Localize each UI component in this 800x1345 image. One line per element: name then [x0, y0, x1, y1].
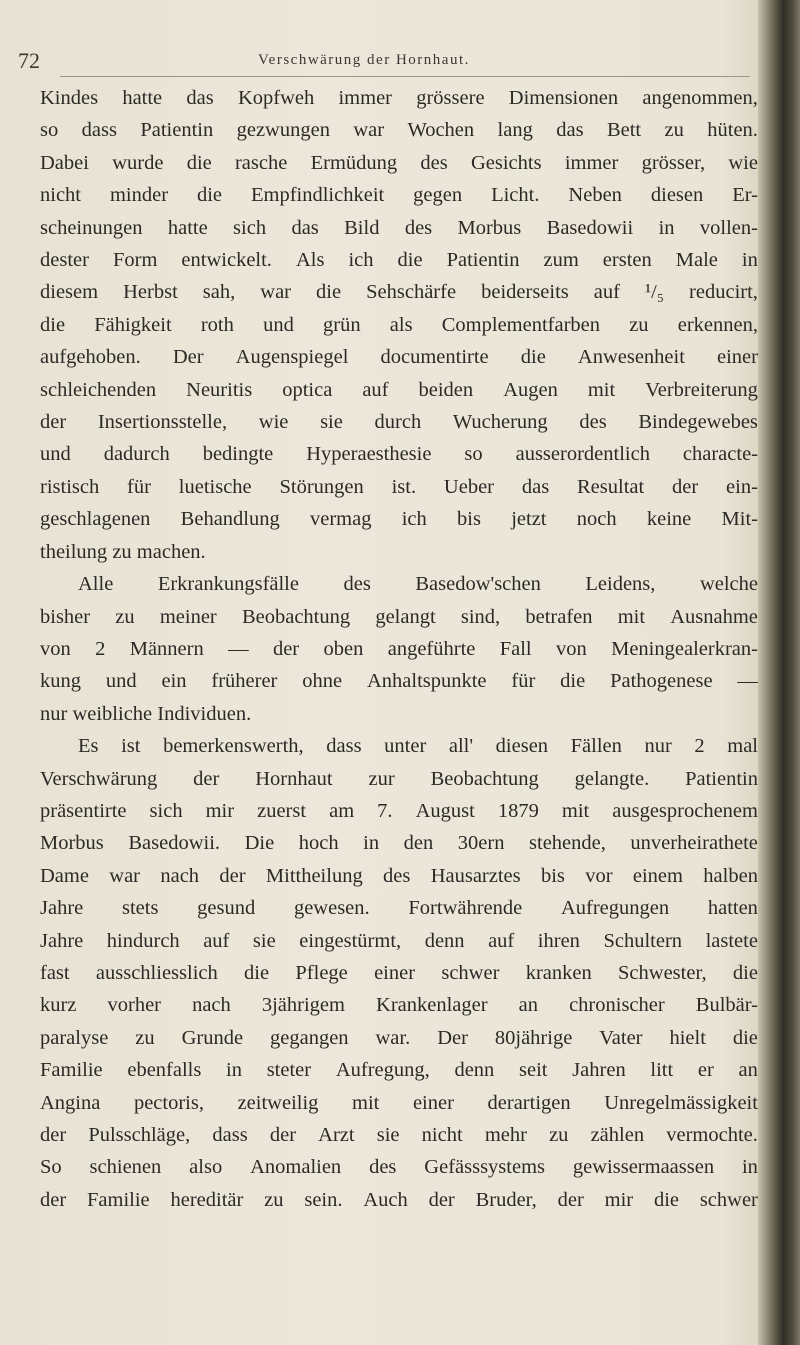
text-line: scheinungen hatte sich das Bild des Morbus Basedowii in vollen- [40, 216, 758, 239]
text-line: Angina pectoris, zeitweilig mit einer derartigen Unregelmässigkeit [40, 1091, 758, 1114]
text-line: dester Form entwickelt. Als ich die Patientin zum ersten Male in [40, 249, 758, 272]
text-line: kurz vorher nach 3jährigem Krankenlager an chronischer Bulbär- [40, 994, 758, 1017]
page-header [18, 48, 718, 78]
text-line: fast ausschliesslich die Pflege einer schwer kranken Schwester, die [40, 961, 758, 984]
text-line: kung und ein früherer ohne Anhaltspunkte für die Pathogenese — [40, 670, 758, 693]
text-line: bisher zu meiner Beobachtung gelangt sind, betrafen mit Ausnahme [40, 605, 758, 628]
text-line: der Pulsschläge, dass der Arzt sie nicht mehr zu zählen vermochte. [40, 1124, 758, 1146]
running-title: Verschwärung der Hornhaut. [258, 52, 470, 68]
text-line: diesem Herbst sah, war die Sehschärfe beiderseits auf ¹/₅ reducirt, [40, 281, 758, 304]
text-line: paralyse zu Grunde gegangen war. Der 80jährige Vater hielt die [40, 1026, 758, 1049]
text-line: Dabei wurde die rasche Ermüdung des Gesichts immer grösser, wie [40, 151, 758, 174]
text-line: der Insertionsstelle, wie sie durch Wucherung des Bindegewebes [40, 411, 758, 434]
text-line: präsentirte sich mir zuerst am 7. August 1879 mit ausgesprochenem [40, 799, 758, 822]
page-number: 72 [18, 48, 40, 73]
body-text [40, 82, 758, 1216]
text-line: schleichenden Neuritis optica auf beiden Augen mit Verbreiterung [40, 378, 758, 401]
text-line: von 2 Männern — der oben angeführte Fall von Meningealerkran- [40, 637, 758, 660]
text-line: so dass Patientin gezwungen war Wochen lang das Bett zu hüten. [40, 119, 758, 142]
text-line: theilung zu machen. [40, 540, 206, 563]
text-line: Alle Erkrankungsfälle des Basedow'schen Leidens, welche [78, 573, 758, 596]
text-line: So schienen also Anomalien des Gefässsystems gewissermaassen in [40, 1156, 758, 1179]
text-line: nicht minder die Empfindlichkeit gegen Licht. Neben diesen Er- [40, 184, 758, 207]
text-line: geschlagenen Behandlung vermag ich bis jetzt noch keine Mit- [40, 508, 758, 531]
text-line: ristisch für luetische Störungen ist. Ueber das Resultat der ein- [40, 475, 758, 498]
text-line: die Fähigkeit roth und grün als Complementfarben zu erkennen, [40, 313, 758, 336]
text-line: Kindes hatte das Kopfweh immer grössere Dimensionen angenommen, [40, 87, 758, 109]
text-line: der Familie hereditär zu sein. Auch der Bruder, der mir die schwer [40, 1188, 758, 1211]
book-binding-edge [758, 0, 800, 1345]
text-line: aufgehoben. Der Augenspiegel documentirte die Anwesenheit einer [40, 346, 758, 369]
text-line: und dadurch bedingte Hyperaesthesie so ausserordentlich characte- [40, 443, 758, 466]
header-rule [60, 76, 750, 77]
text-line: Jahre stets gesund gewesen. Fortwährende Aufregungen hatten [40, 897, 758, 920]
text-line: Dame war nach der Mittheilung des Hausarztes bis vor einem halben [40, 864, 758, 887]
text-line: Verschwärung der Hornhaut zur Beobachtung gelangte. Patientin [40, 767, 758, 790]
text-line: Morbus Basedowii. Die hoch in den 30ern stehende, unverheirathete [40, 832, 758, 855]
text-line: nur weibliche Individuen. [40, 702, 252, 725]
text-line: Familie ebenfalls in steter Aufregung, denn seit Jahren litt er an [40, 1059, 758, 1082]
text-line: Es ist bemerkenswerth, dass unter all' diesen Fällen nur 2 mal [78, 735, 758, 758]
text-line: Jahre hindurch auf sie eingestürmt, denn auf ihren Schultern lastete [40, 929, 758, 952]
